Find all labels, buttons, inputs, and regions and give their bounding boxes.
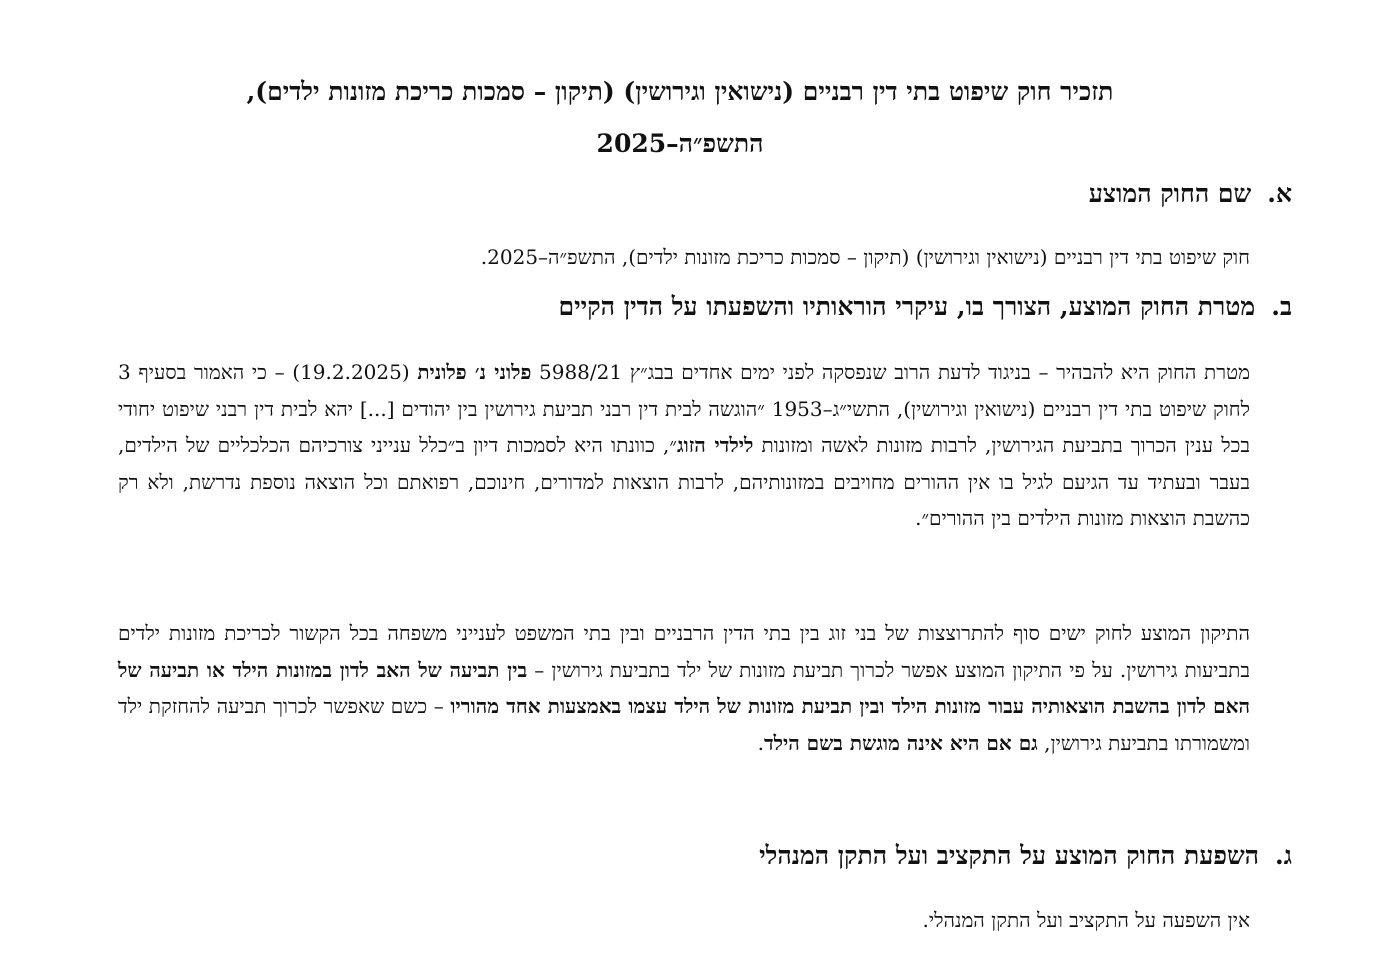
document-title — [100, 66, 1260, 170]
p2-text-3: . — [757, 730, 764, 755]
p1-case-name: פלוני נ׳ פלונית — [417, 360, 532, 384]
section-g-body: אין השפעה על התקציב ועל התקן המנהלי. — [922, 908, 1250, 932]
section-a-body: חוק שיפוט בתי דין רבניים (נישואין וגירושין) (תיקון – סמכות כריכת מזונות ילדים), התשפ״ה–2025. — [480, 245, 1250, 269]
p1-text-2: (19.2.2025) – כי האמור בסעיף 3 לחוק שיפוט בתי דין רבניים (נישואין וגירושין), התשי״ג–1953 ״הוגשה לבית דין רבני תביעת גירושין בין יהודים [...] יהא לבית דין רבני שיפוט יחודי בכל ענין הכרוך בתביעת הגירושין, לרבות מזונות לאשה ומזונות — [118, 360, 1250, 457]
p2-text-2: – כשם שאפשר לכרוך תביעה להחזקת ילד ומשמורתו בתביעת גירושין, — [118, 694, 1250, 755]
p1-text-1: מטרת החוק היא להבהיר – בניגוד לדעת הרוב שנפסקה לפני ימים אחדים בבג״ץ 5988/21 — [531, 360, 1250, 384]
section-g-heading — [759, 838, 1292, 874]
section-b-paragraph-2 — [118, 615, 1250, 761]
p2-emphasis-name: גם אם היא אינה מוגשת בשם הילד — [763, 730, 1038, 755]
p1-emphasis-children: לילדי הזוג — [676, 433, 754, 457]
section-g-letter: ג. — [1275, 841, 1292, 870]
section-b-heading — [559, 289, 1292, 325]
section-a-heading — [1089, 176, 1292, 212]
p1-text-3: ״, כוונתו היא לסמכות דיון ב״כלל ענייני צורכיהם הכלכליים של הילדים, בעבר ובעתיד עד הגיעם לגיל בו אין ההורים מחויבים במזונותיהם, לרבות הוצאות למדורים, חינוכם, רפואתם וכל הוצאה נוספת נדרשת, ולא רק כהשבת הוצאות מזונות הילדים בין ההורים״. — [118, 433, 1250, 530]
section-a-heading-text: שם החוק המוצע — [1088, 179, 1252, 208]
p2-emphasis-claims: בין תביעה של האב לדון במזונות הילד או תביעה של האם לדון בהשבת הוצאותיה עבור מזונות הילד ובין תביעת מזונות של הילד עצמו באמצעות אחד מהוריו — [118, 657, 1250, 718]
section-b-letter: ב. — [1271, 292, 1292, 321]
section-g-heading-text: השפעת החוק המוצע על התקציב ועל התקן המנהלי — [759, 841, 1260, 870]
p2-text-1: התיקון המוצע לחוק ישים סוף להתרוצצות של בני זוג בין בתי הדין הרבניים ובין בתי המשפט לענייני משפחה בכל הקשור לכריכת מזונות ילדים בתביעות גירושין. על פי התיקון המוצע אפשר לכרוך תביעת מזונות של ילד בתביעת גירושין – — [118, 621, 1251, 682]
section-b-paragraph-1 — [118, 354, 1250, 537]
section-a-letter: א. — [1267, 179, 1292, 208]
document-title-line-1: תזכיר חוק שיפוט בתי דין רבניים (נישואין וגירושין) (תיקון – סמכות כריכת מזונות ילדים), — [246, 77, 1114, 106]
document-title-line-2: התשפ״ה–2025 — [596, 129, 764, 158]
section-b-heading-text: מטרת החוק המוצע, הצורך בו, עיקרי הוראותיו והשפעתו על הדין הקיים — [558, 292, 1256, 321]
